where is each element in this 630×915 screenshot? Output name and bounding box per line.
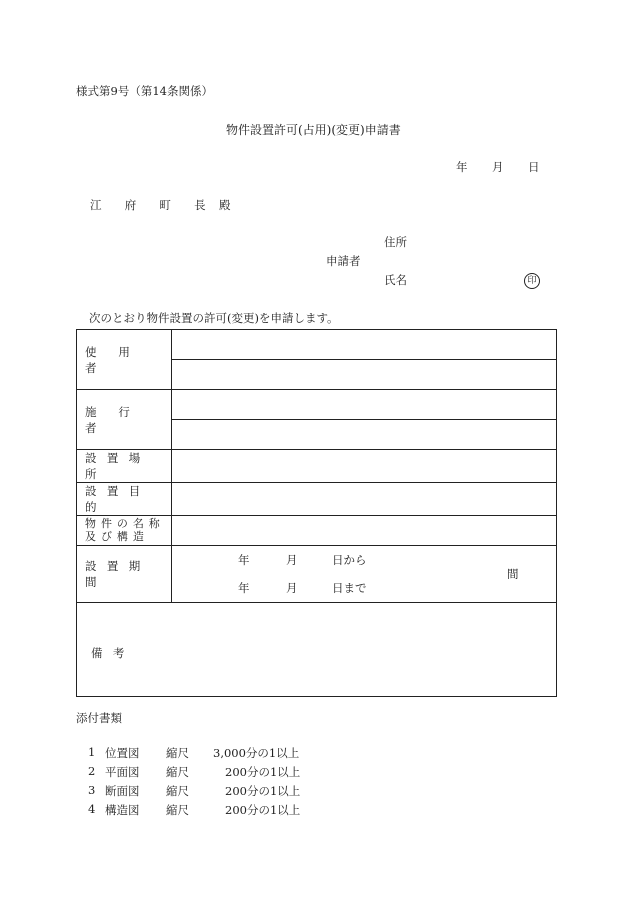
period-unit: 間 — [507, 567, 519, 581]
attachment-scale: 3,000分の1以上 — [213, 746, 300, 760]
attachment-name: 断面図 — [105, 784, 140, 798]
user-field[interactable] — [172, 330, 557, 390]
attachment-number: 3 — [88, 783, 96, 797]
application-table — [76, 329, 557, 697]
attachment-number: 2 — [88, 764, 96, 778]
attachment-scale-label: 縮尺 — [166, 746, 189, 760]
user-field-line-1[interactable] — [172, 330, 556, 360]
location-row — [77, 450, 557, 483]
contractor-label-text: 施行者 — [85, 404, 152, 435]
location-label: 設置場所 — [85, 451, 151, 481]
attachment-scale: 200分の1以上 — [225, 765, 301, 779]
contractor-field-line-1[interactable] — [172, 390, 556, 420]
contractor-label — [77, 404, 171, 436]
seal-icon: 印 — [524, 273, 540, 289]
period-to-suffix: 日まで — [332, 581, 367, 595]
period-from-suffix: 日から — [332, 553, 367, 567]
object-field[interactable] — [172, 516, 557, 546]
attachment-number: 1 — [88, 745, 96, 759]
attachment-scale: 200分の1以上 — [225, 803, 301, 817]
purpose-field[interactable] — [172, 483, 557, 516]
remarks-field[interactable] — [77, 603, 557, 697]
attachment-scale-label: 縮尺 — [166, 803, 189, 817]
period-row — [77, 546, 557, 603]
remarks-row — [77, 603, 557, 697]
period-field[interactable] — [172, 546, 557, 603]
user-row — [77, 330, 557, 390]
user-label — [77, 344, 171, 376]
attachment-scale: 200分の1以上 — [225, 784, 301, 798]
applicant-address-label: 住所 — [384, 235, 407, 249]
user-field-line-2[interactable] — [172, 360, 556, 389]
attachment-name: 平面図 — [105, 765, 140, 779]
attachment-name: 位置図 — [105, 746, 140, 760]
purpose-label: 設置目的 — [85, 484, 151, 514]
period-from-month: 月 — [286, 553, 298, 567]
attachments-heading: 添付書類 — [76, 711, 122, 725]
period-to-month: 月 — [286, 581, 298, 595]
contractor-field[interactable] — [172, 390, 557, 450]
contractor-row — [77, 390, 557, 450]
form-number: 様式第9号（第14条関係） — [76, 84, 213, 98]
date-year: 年 — [456, 160, 468, 174]
date-day: 日 — [528, 160, 540, 174]
attachment-scale-label: 縮尺 — [166, 784, 189, 798]
addressee-name: 江 府 町 長 — [90, 198, 216, 212]
object-row — [77, 516, 557, 546]
object-label-line-1: 物件の名称 — [85, 517, 165, 530]
period-from-year: 年 — [238, 553, 250, 567]
user-label-text: 使用者 — [85, 344, 152, 375]
statement: 次のとおり物件設置の許可(変更)を申請します。 — [89, 311, 339, 325]
contractor-field-line-2[interactable] — [172, 420, 556, 449]
attachment-name: 構造図 — [105, 803, 140, 817]
location-field[interactable] — [172, 450, 557, 483]
applicant-label: 申請者 — [326, 254, 361, 268]
date-month: 月 — [492, 160, 504, 174]
applicant-name-label: 氏名 — [384, 273, 407, 287]
remarks-label: 備考 — [91, 645, 135, 660]
attachment-number: 4 — [88, 802, 96, 816]
purpose-row — [77, 483, 557, 516]
period-to-year: 年 — [238, 581, 250, 595]
attachment-scale-label: 縮尺 — [166, 765, 189, 779]
period-label: 設置期間 — [85, 559, 151, 589]
addressee-honorific: 殿 — [219, 198, 231, 212]
page-title: 物件設置許可(占用)(変更)申請書 — [226, 123, 401, 137]
object-label-line-2: 及び構造 — [85, 530, 149, 543]
